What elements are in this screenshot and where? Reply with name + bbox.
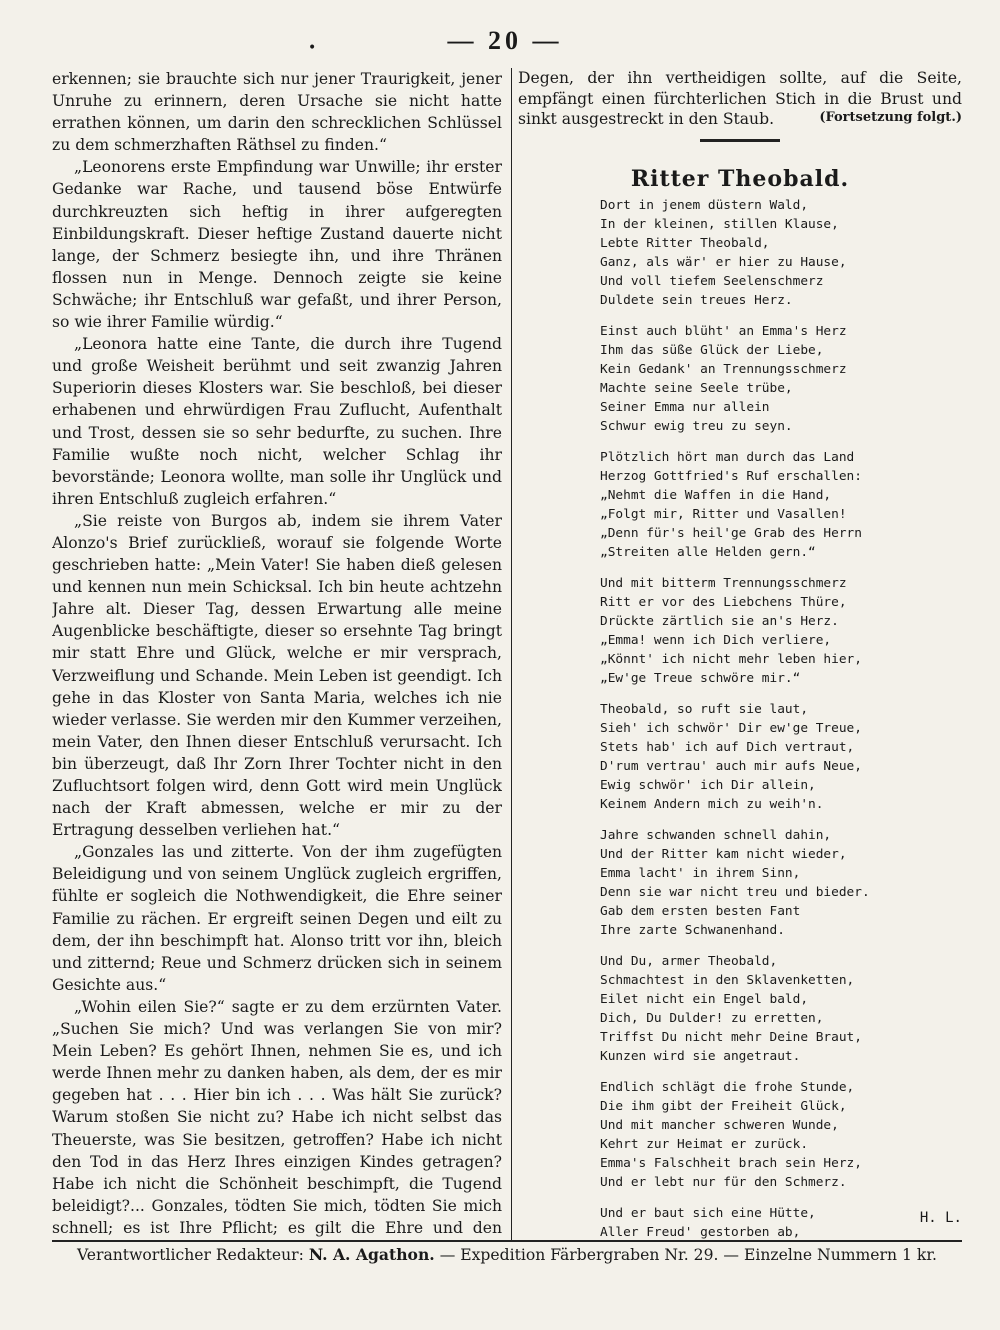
poem-line: Eilet nicht ein Engel bald, [600,991,809,1007]
poem-line: Seiner Emma nur allein [600,399,770,415]
poem-stanza [600,952,962,1066]
page-number: — 20 — [447,26,563,55]
poem-line: Emma lacht' in ihrem Sinn, [600,865,801,881]
poem-line: Machte seine Seele trübe, [600,380,793,396]
poem-line: Ihm das süße Glück der Liebe, [600,342,824,358]
poem-line: Und mit bitterm Trennungsschmerz [600,575,847,591]
poem-line: Kein Gedank' an Trennungsschmerz [600,361,847,377]
poem-line: Drückte zärtlich sie an's Herz. [600,613,839,629]
poem-line: „Könnt' ich nicht mehr leben hier, [600,651,862,667]
poem-line: „Folgt mir, Ritter und Vasallen! [600,506,847,522]
poem-line: Endlich schlägt die frohe Stunde, [600,1079,855,1095]
page-footer [52,1244,962,1266]
poem-stanza [600,196,962,310]
poem-line: Kehrt zur Heimat er zurück. [600,1136,809,1152]
poem-line: Ihre zarte Schwanenhand. [600,922,785,938]
poem-line: „Streiten alle Helden gern.“ [600,544,816,560]
poem-line: D'rum vertrau' auch mir aufs Neue, [600,758,862,774]
poem-line: Lebte Ritter Theobald, [600,235,770,251]
poem-line: Gab dem ersten besten Fant [600,903,801,919]
column-divider [511,68,512,1240]
poem-line: „Nehmt die Waffen in die Hand, [600,487,832,503]
poem-body [518,196,962,1241]
continued-note: (Fortsetzung folgt.) [819,109,962,125]
poem-stanza [600,322,962,436]
poem-line: Ganz, als wär' er hier zu Hause, [600,254,847,270]
left-column [52,68,502,1240]
poem-stanza [600,448,962,562]
paragraph: „Gonzales las und zitterte. Von der ihm zugefügten Beleidigung und von seinem Unglück zugleich ergriffen, fühlte er sogleich die Nothwendigkeit, die Ehre seiner Familie zu rächen. Er ergreift seinen Degen und eilt zu dem, der ihn beschimpft hat. Alonso tritt vor ihn, bleich und zitternd; Reue und Schmerz drücken sich in seinem Gesichte aus.“ [52,843,502,994]
poem-line: Denn sie war nicht treu und bieder. [600,884,870,900]
poem-line: Keinem Andern mich zu weih'n. [600,796,824,812]
poem-stanza [600,1078,962,1192]
paragraph: „Leonorens erste Empfindung war Unwille; ihr erster Gedanke war Rache, und tausend böse Entwürfe durchkreuzten sich heftig in ihrer aufgeregten Einbildungskraft. Dieser heftige Zustand dauerte nicht lange, der Schmerz besiegte ihn, und ihre Thränen flossen nun in Menge. Dennoch zeigte sie keine Schwäche; ihr Entschluß war gefaßt, und ihrer Person, so wie ihrer Familie würdig.“ [52,158,502,332]
poem-line: Emma's Falschheit brach sein Herz, [600,1155,862,1171]
footer-prefix: Verantwortlicher Redakteur: [76,1246,304,1264]
paragraph: „Wohin eilen Sie?“ sagte er zu dem erzürnten Vater. „Suchen Sie mich? Und was verlangen Sie von mir? Mein Leben? Es gehört Ihnen, nehmen Sie es, und ich werde Ihnen mehr zu danken haben, als dem, der es mir gegeben hat . . . Hier bin ich . . . Was hält Sie zurück? Warum stoßen Sie nicht zu? Habe ich nicht selbst das Theuerste, was Sie besitzen, getroffen? Habe ich nicht den Tod in das Herz Ihres einzigen Kindes getragen? Habe ich nicht die Schönheit beschimpft, die Tugend beleidigt?... Gonzales, tödten Sie mich, tödten Sie mich schnell; es ist Ihre Pflicht; es gilt die Ehre und den [52,997,502,1237]
poem-line: Theobald, so ruft sie laut, [600,701,809,717]
poem-line: Plötzlich hört man durch das Land [600,449,855,465]
poem-line: Stets hab' ich auf Dich vertraut, [600,739,855,755]
poem-line: Schmachtest in den Sklavenketten, [600,972,855,988]
poem-stanza [600,700,962,814]
footer-rule [52,1240,962,1242]
poem-title: Ritter Theobald. [630,165,850,192]
footer-editor: N. A. Agathon. [308,1245,435,1264]
continuation-text: Degen, der ihn vertheidigen sollte, auf die Seite, empfängt einen fürchterlichen Stich in die Brust und sinkt ausgestreckt in den Staub. [518,69,962,128]
poem-line: Und voll tiefem Seelenschmerz [600,273,824,289]
poem-line: Dort in jenem düstern Wald, [600,197,809,213]
poem-stanza [600,826,962,940]
poem-line: Jahre schwanden schnell dahin, [600,827,832,843]
paragraph: „Leonora hatte eine Tante, die durch ihre Tugend und große Weisheit berühmt und seit zwanzig Jahren Superiorin dieses Klosters war. Sie beschloß, bei dieser erhabenen und ehrwürdigen Frau Zuflucht, Aufenthalt und Trost, dessen sie so sehr bedurfte, zu suchen. Ihre Familie wußte noch nicht, welcher Schlag ihr bevorstände; Leonora wollte, man solle ihr Unglück und ihren Entschluß zugleich erfahren.“ [52,335,502,508]
poem-stanza [600,574,962,688]
poem-line: Sieh' ich schwör' Dir ew'ge Treue, [600,720,862,736]
poem-line: Schwur ewig treu zu seyn. [600,418,793,434]
poem-line: Die ihm gibt der Freiheit Glück, [600,1098,847,1114]
poem-line: Duldete sein treues Herz. [600,292,793,308]
poem-line: Triffst Du nicht mehr Deine Braut, [600,1029,862,1045]
poem-line: Und er lebt nur für den Schmerz. [600,1174,847,1190]
author-initials: H. L. [919,1210,962,1226]
poem-line: Ritt er vor des Liebchens Thüre, [600,594,847,610]
section-rule [700,139,780,142]
poem-line: Ewig schwör' ich Dir allein, [600,777,816,793]
footer-rest: — Expedition Färbergraben Nr. 29. — Einzelne Nummern 1 kr. [439,1246,938,1264]
poem-line: Und Du, armer Theobald, [600,953,778,969]
page-header [0,26,1000,62]
right-column [518,68,962,1240]
poem-line: Aller Freud' gestorben ab, [600,1224,801,1240]
poem-stanza [600,1204,962,1241]
header-marker: • [308,40,317,56]
poem-line: „Ew'ge Treue schwöre mir.“ [600,670,801,686]
poem-line: Dich, Du Dulder! zu erretten, [600,1010,824,1026]
poem-line: Und er baut sich eine Hütte, [600,1205,816,1221]
paragraph: „Sie reiste von Burgos ab, indem sie ihrem Vater Alonzo's Brief zurückließ, worauf sie folgende Worte geschrieben hatte: „Mein Vater! Sie haben dieß gelesen und kennen nun mein Schicksal. Ich bin heute achtzehn Jahre alt. Dieser Tag, dessen Erwartung alle meine Augenblicke beschäftigte, dieser so ersehnte Tag bringt mir statt Ehre und Glück, welche er mir versprach, Verzweiflung und Schande. Mein Leben ist geendigt. Ich gehe in das Kloster von Santa Maria, welches ich nie wieder verlasse. Sie werden mir den Kummer verzeihen, mein Vater, den Ihnen dieser Entschluß verursacht. Ich bin überzeugt, daß Ihr Zorn Ihrer Tochter nicht in den Zufluchtsort folgen wird, denn Gott wird mein Unglück nach der Kraft abmessen, welche er mir zu der Ertragung desselben verliehen hat.“ [52,511,502,840]
poem-line: „Denn für's heil'ge Grab des Herrn [600,525,862,541]
poem-line: „Emma! wenn ich Dich verliere, [600,632,832,648]
paragraph: erkennen; sie brauchte sich nur jener Traurigkeit, jener Unruhe zu erinnern, deren Ursache sie nicht hatte errathen können, um darin den schrecklichen Schlüssel zu dem schmerzhaften Räthsel zu finden.“ [52,70,502,155]
poem-line: Kunzen wird sie angetraut. [600,1048,801,1064]
poem-line: In der kleinen, stillen Klause, [600,216,839,232]
poem-line: Und mit mancher schweren Wunde, [600,1117,839,1133]
poem-line: Herzog Gottfried's Ruf erschallen: [600,468,862,484]
poem-line: Und der Ritter kam nicht wieder, [600,846,847,862]
poem-line: Einst auch blüht' an Emma's Herz [600,323,847,339]
